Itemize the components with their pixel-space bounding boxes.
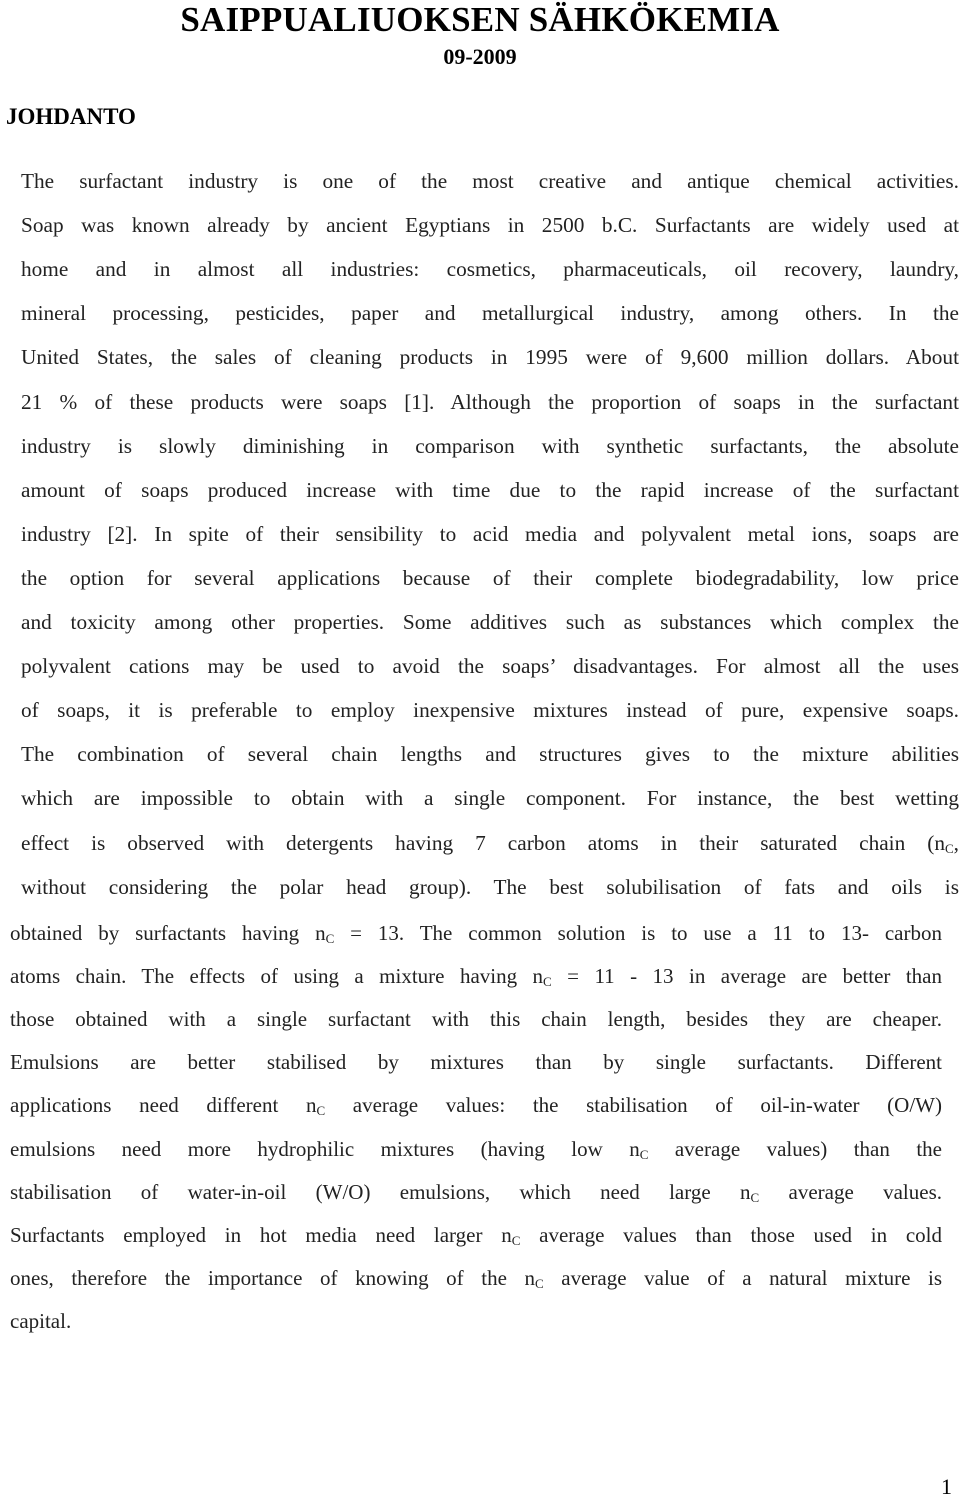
page-number: 1	[941, 1474, 952, 1499]
text-line: atoms chain. The effects of using a mixture having $n_C = 11 - 13$ in average are better than	[10, 964, 942, 990]
text-line: polyvalent cations may be used to avoid the soaps’ disadvantages. For almost all the uses	[21, 654, 959, 679]
text-line: Soap was known already by ancient Egyptians in 2500 b.C. Surfactants are widely used at	[21, 213, 959, 238]
text-line: those obtained with a single surfactant with this chain length, besides they are cheaper.	[10, 1007, 942, 1032]
document-title: SAIPPUALIUOKSEN SÄHKÖKEMIA	[180, 0, 780, 39]
text-line: amount of soaps produced increase with time due to the rapid increase of the surfactant	[21, 477, 959, 502]
text-line: The surfactant industry is one of the most creative and antique chemical activities.	[21, 169, 959, 193]
text-line: without considering the polar head group). The best solubilisation of fats and oils is	[21, 874, 959, 899]
section-heading: JOHDANTO	[6, 104, 136, 129]
text-line: home and in almost all industries: cosmetics, pharmaceuticals, oil recovery, laundry,	[21, 257, 959, 282]
text-line: of soaps, it is preferable to employ inexpensive mixtures instead of pure, expensive soaps.	[21, 698, 959, 723]
text-line: effect is observed with detergents having 7 carbon atoms in their saturated chain ($n_C$,	[21, 830, 959, 856]
text-line: applications need different $n_C$ average values: the stabilisation of oil-in-water (O/W)	[10, 1093, 942, 1119]
text-line: Surfactants employed in hot media need larger $n_C$ average values than those used in cold	[10, 1222, 943, 1248]
text-line: ones, therefore the importance of knowing of the $n_C$ average value of a natural mixture is	[10, 1265, 942, 1291]
text-line: the option for several applications because of their complete biodegradability, low price	[21, 565, 959, 590]
text-line: mineral processing, pesticides, paper and metallurgical industry, among others. In the	[21, 301, 959, 326]
text-line: The combination of several chain lengths and structures gives to the mixture abilities	[21, 742, 959, 767]
text-line: industry is slowly diminishing in comparison with synthetic surfactants, the absolute	[21, 433, 959, 458]
text-line: and toxicity among other properties. Some additives such as substances which complex the	[21, 610, 959, 634]
text-line: Emulsions are better stabilised by mixtures than by single surfactants. Different	[10, 1050, 942, 1075]
text-line: obtained by surfactants having $n_C = 13$. The common solution is to use a 11 to 13- carbon	[10, 921, 942, 946]
text-line: which are impossible to obtain with a single component. For instance, the best wetting	[21, 786, 959, 811]
text-line: United States, the sales of cleaning products in 1995 were of 9,600 million dollars. About	[21, 345, 959, 370]
text-line: industry [2]. In spite of their sensibility to acid media and polyvalent metal ions, soaps are	[21, 521, 959, 546]
text-line: stabilisation of water-in-oil (W/O) emulsions, which need large $n_C$ average values.	[10, 1179, 942, 1205]
text-line: 21 % of these products were soaps [1]. Although the proportion of soaps in the surfactant	[21, 389, 959, 414]
document-date: 09-2009	[443, 44, 517, 69]
text-line: emulsions need more hydrophilic mixtures (having low $n_C$ average values) than the	[10, 1136, 942, 1162]
text-line: capital.	[10, 1308, 72, 1333]
